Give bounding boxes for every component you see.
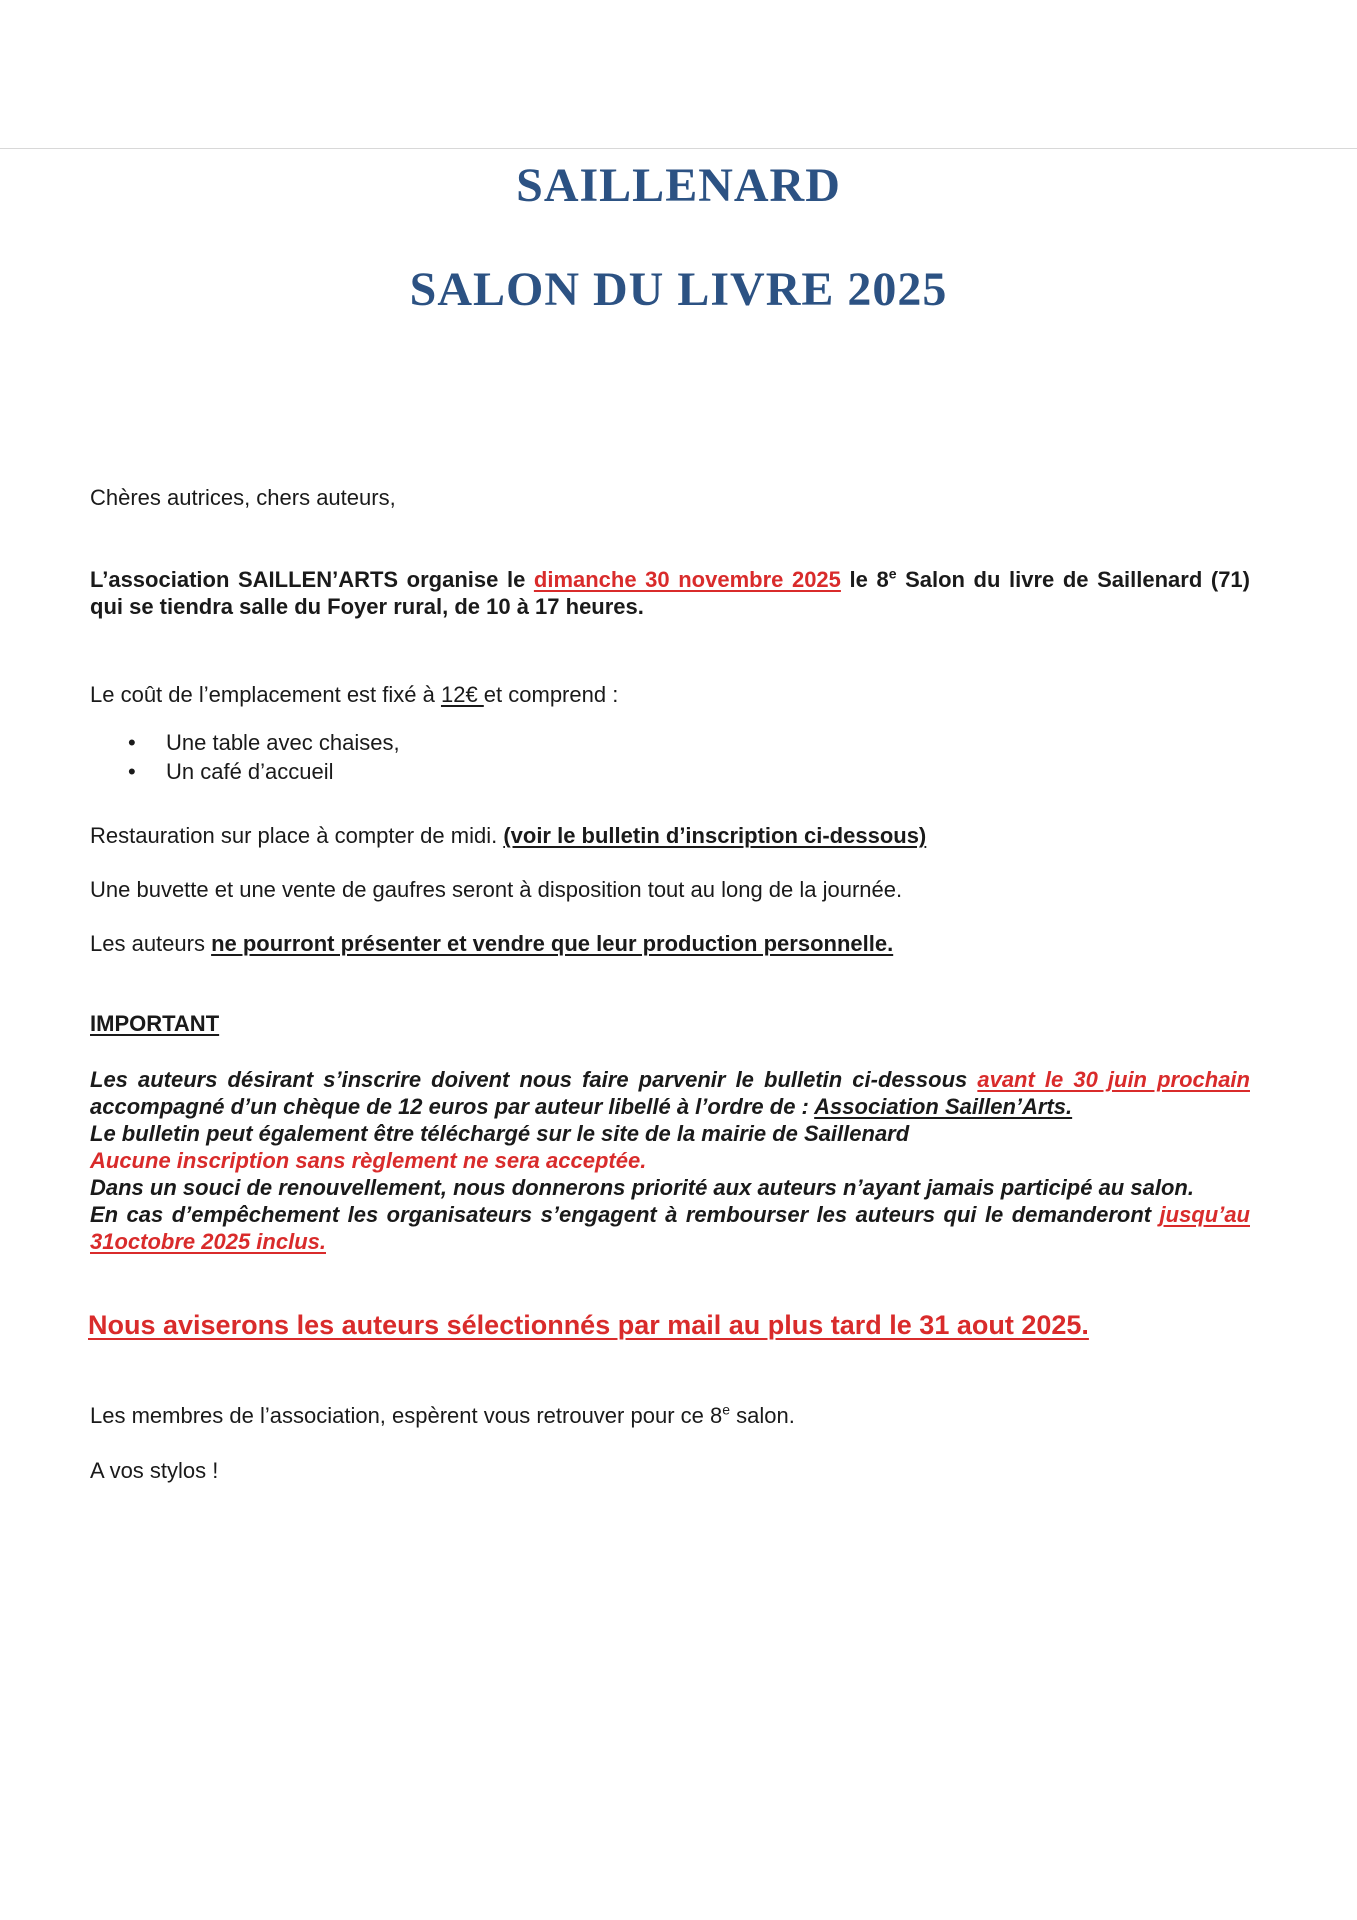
important-section: [90, 1066, 1250, 1255]
restauration-line: Restauration sur place à compter de midi. (voir le bulletin d’inscription ci-dessous): [90, 823, 927, 848]
closing-line: Les membres de l’association, espèrent vous retrouver pour ce 8e salon.: [90, 1401, 795, 1428]
refund-deadline: jusqu’au 31octobre 2025 inclus.: [90, 1202, 1250, 1254]
greeting: Chères autrices, chers auteurs,: [90, 485, 396, 510]
page-title: SAILLENARD: [516, 159, 841, 212]
selection-notice: Nous aviserons les auteurs sélectionnés par mail au plus tard le 31 aout 2025.: [88, 1310, 1089, 1340]
deadline: avant le 30 juin prochain: [977, 1067, 1250, 1092]
page-subtitle: SALON DU LIVRE 2025: [409, 263, 948, 316]
buvette-line: Une buvette et une vente de gaufres seront à disposition tout au long de la journée.: [90, 877, 903, 902]
production-line: Les auteurs ne pourront présenter et vendre que leur production personnelle.: [90, 931, 894, 956]
important-p2: Le bulletin peut également être téléchargé sur le site de la mairie de Saillenard: [90, 1121, 910, 1146]
important-p1: Les auteurs désirant s’inscrire doivent nous faire parvenir le bulletin ci-dessous avant le 30 juin prochain accompagné d’un chèque de 12 euros par auteur libellé à l’ordre de : Association Saillen’Arts.: [90, 1067, 1250, 1119]
important-p5: En cas d’empêchement les organisateurs s’engagent à rembourser les auteurs qui le demanderont jusqu’au 31octobre 2025 inclus.: [90, 1202, 1250, 1254]
important-heading: IMPORTANT: [90, 1011, 220, 1036]
important-p3: Aucune inscription sans règlement ne sera acceptée.: [90, 1148, 647, 1173]
list-item: • Un café d’accueil: [90, 757, 400, 786]
payee: Association Saillen’Arts.: [814, 1094, 1073, 1119]
event-date: dimanche 30 novembre 2025: [533, 567, 841, 592]
includes-list: [90, 728, 400, 786]
list-item: • Une table avec chaises,: [90, 728, 400, 757]
header-divider: [0, 148, 1357, 149]
signoff: A vos stylos !: [90, 1458, 219, 1483]
bulletin-reference: (voir le bulletin d’inscription ci-dessous): [503, 823, 927, 848]
price: 12€: [440, 682, 484, 707]
cost-line: Le coût de l’emplacement est fixé à 12€ et comprend :: [90, 682, 619, 707]
important-p4: Dans un souci de renouvellement, nous donnerons priorité aux auteurs n’ayant jamais participé au salon.: [90, 1175, 1194, 1200]
intro-paragraph: L’association SAILLEN’ARTS organise le dimanche 30 novembre 2025 le 8e Salon du livre de Saillenard (71) qui se tiendra salle du Foyer rural, de 10 à 17 heures.: [90, 565, 1250, 619]
